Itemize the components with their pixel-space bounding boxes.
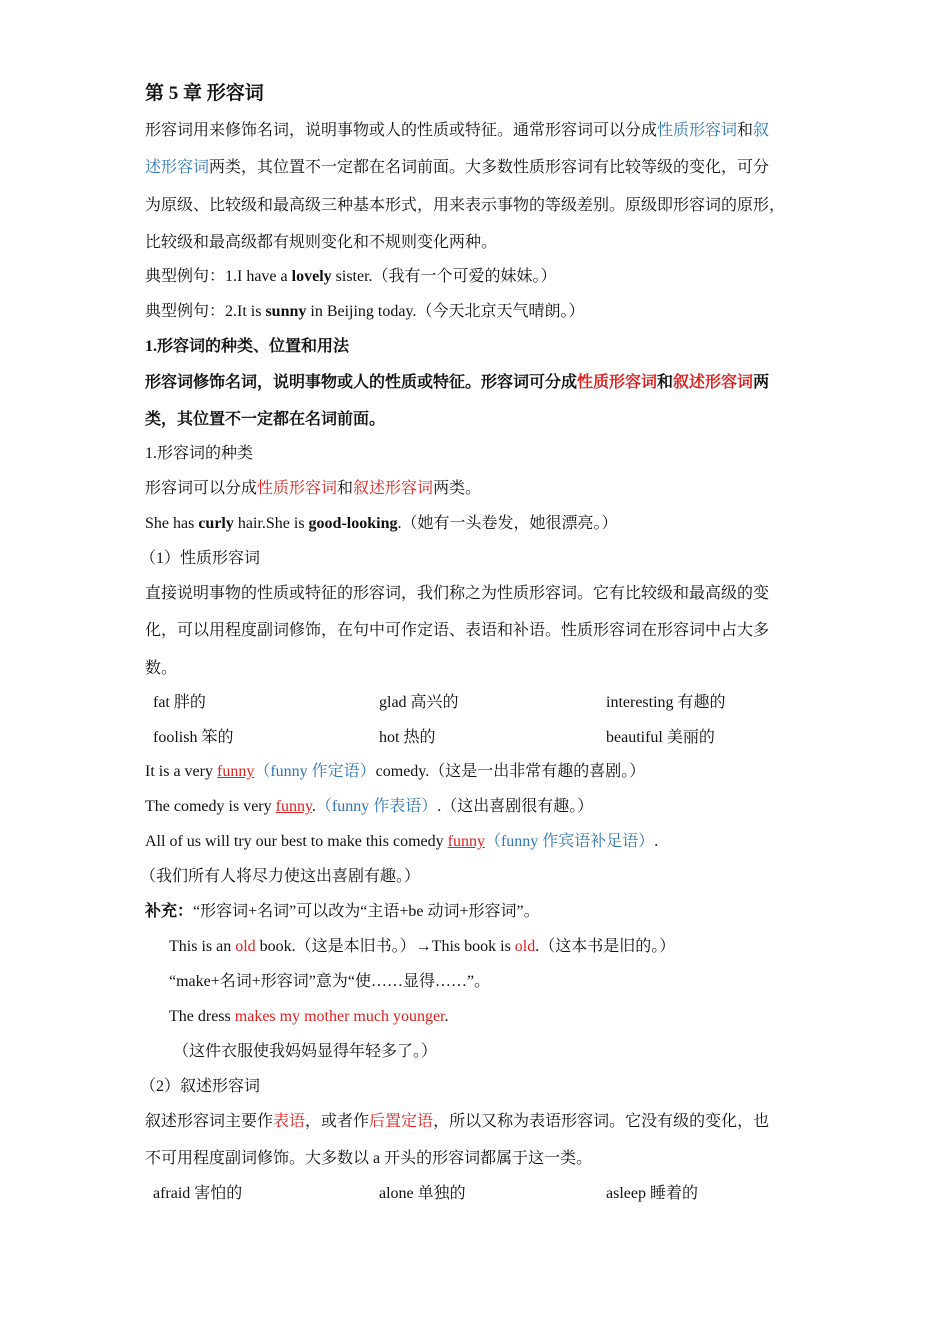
- text: in Beijing today.（今天北京天气晴朗。）: [306, 303, 585, 320]
- keyword: funny: [447, 833, 485, 850]
- example-1: [145, 266, 557, 288]
- word-cell: fat 胖的: [153, 694, 206, 711]
- dress-example: [169, 1006, 449, 1028]
- text: 叙述形容词主要作: [145, 1113, 274, 1130]
- qualitative-line-2: 化，可以用程度副词修饰，在句中可作定语、表语和补语。性质形容词在形容词中占大多: [145, 622, 770, 639]
- keyword: 表语: [273, 1113, 306, 1130]
- predicative-line-2: 不可用程度副词修饰。大多数以 a 开头的形容词都属于这一类。: [145, 1150, 593, 1167]
- supplement-label: 补充：: [145, 903, 194, 920]
- text: She has: [145, 515, 199, 532]
- term-predicative-part: 叙: [753, 122, 770, 139]
- curly-example: [145, 513, 617, 535]
- text: It is a very: [145, 763, 217, 780]
- term-predicative: 叙述形容词: [353, 480, 434, 497]
- keyword: funny: [216, 763, 255, 780]
- word-cell: afraid 害怕的: [153, 1185, 243, 1202]
- word-cell: glad 高兴的: [379, 694, 459, 711]
- make-rule: “make+名词+形容词”意为“使……显得……”。: [169, 973, 491, 990]
- text: book.（这是本旧书。）→This book is: [255, 938, 515, 955]
- text: This is an: [169, 938, 236, 955]
- text: .: [311, 798, 316, 815]
- text: ，所以又称为表语形容词。它没有级的变化，也: [433, 1113, 770, 1130]
- text: 和: [737, 122, 754, 139]
- text: .: [654, 833, 659, 850]
- text: .: [444, 1008, 449, 1025]
- supplement-line: [145, 901, 540, 923]
- text: sister.（我有一个可爱的妹妹。）: [331, 268, 557, 285]
- text: “形容词+名词”可以改为“主语+be 动词+形容词”。: [193, 903, 540, 920]
- term-qualitative: 性质形容词: [657, 122, 738, 139]
- keyword: 后置定语: [369, 1113, 434, 1130]
- annotation: （funny 作宾语补足语）: [484, 833, 655, 850]
- text: hair.She is: [233, 515, 309, 532]
- chapter-title: 第 5 章 形容词: [145, 83, 264, 104]
- keyword: old: [514, 938, 536, 955]
- bold-paragraph-line-1: [145, 372, 769, 394]
- text: All of us will try our best to make this comedy: [145, 833, 448, 850]
- text: .（这出喜剧很有趣。）: [437, 798, 594, 815]
- text: 两类。: [433, 480, 482, 497]
- predicative-line-1: [145, 1111, 769, 1133]
- text: 两类，其位置不一定都在名词前面。大多数性质形容词有比较等级的变化，可分: [209, 159, 770, 176]
- keyword: sunny: [265, 303, 307, 320]
- kinds-line: [145, 478, 481, 500]
- keyword: good-looking: [308, 515, 398, 532]
- keyword: funny: [275, 798, 312, 815]
- text: comedy.（这是一出非常有趣的喜剧。）: [375, 763, 646, 780]
- subheading: 1.形容词的种类: [145, 445, 254, 462]
- word-cell: foolish 笨的: [153, 729, 234, 746]
- text: 和: [337, 480, 354, 497]
- qualitative-line-3: 数。: [145, 660, 178, 677]
- text: .（她有一头卷发，她很漂亮。）: [397, 515, 618, 532]
- term-qualitative: 性质形容词: [577, 374, 658, 391]
- word-cell: alone 单独的: [379, 1185, 466, 1202]
- funny-example-3: [145, 831, 658, 853]
- intro-line-4: 比较级和最高级都有规则变化和不规则变化两种。: [145, 234, 498, 251]
- intro-line-3: 为原级、比较级和最高级三种基本形式，用来表示事物的等级差别。原级即形容词的原形，: [145, 197, 786, 214]
- keyword: makes my mother much younger: [234, 1008, 445, 1025]
- text: 形容词可以分成: [145, 480, 258, 497]
- old-book-example: [169, 936, 675, 958]
- text: The dress: [169, 1008, 235, 1025]
- text: 和: [657, 374, 674, 391]
- text: 两: [753, 374, 770, 391]
- annotation: （funny 作定语）: [254, 763, 376, 780]
- intro-line-1: [145, 120, 769, 142]
- text: .（这本书是旧的。）: [535, 938, 676, 955]
- predicative-heading: （2）叙述形容词: [140, 1078, 261, 1095]
- funny-example-3-translation: （我们所有人将尽力使这出喜剧有趣。）: [140, 868, 421, 885]
- word-cell: asleep 睡着的: [606, 1185, 698, 1202]
- text: 典型例句：1.I have a: [145, 268, 292, 285]
- section-heading: 1.形容词的种类、位置和用法: [145, 338, 350, 355]
- term-predicative-part: 述形容词: [145, 159, 210, 176]
- text: The comedy is very: [145, 798, 276, 815]
- qualitative-line-1: 直接说明事物的性质或特征的形容词，我们称之为性质形容词。它有比较级和最高级的变: [145, 585, 770, 602]
- funny-example-2: [145, 796, 593, 818]
- text: 典型例句：2.It is: [145, 303, 266, 320]
- word-cell: beautiful 美丽的: [606, 729, 715, 746]
- funny-example-1: [145, 761, 645, 783]
- keyword: lovely: [291, 268, 332, 285]
- word-cell: interesting 有趣的: [606, 694, 726, 711]
- dress-translation: （这件衣服使我妈妈显得年轻多了。）: [173, 1043, 438, 1060]
- example-2: [145, 301, 584, 323]
- keyword: old: [235, 938, 256, 955]
- term-predicative: 叙述形容词: [673, 374, 754, 391]
- keyword: curly: [198, 515, 234, 532]
- intro-line-2: [145, 157, 769, 179]
- annotation: （funny 作表语）: [315, 798, 438, 815]
- word-cell: hot 热的: [379, 729, 436, 746]
- term-qualitative: 性质形容词: [257, 480, 338, 497]
- text: ，或者作: [305, 1113, 370, 1130]
- text: 形容词用来修饰名词，说明事物或人的性质或特征。通常形容词可以分成: [145, 122, 658, 139]
- bold-paragraph-line-2: 类，其位置不一定都在名词前面。: [145, 411, 386, 428]
- qualitative-heading: （1）性质形容词: [140, 550, 261, 567]
- text: 形容词修饰名词，说明事物或人的性质或特征。形容词可分成: [145, 374, 578, 391]
